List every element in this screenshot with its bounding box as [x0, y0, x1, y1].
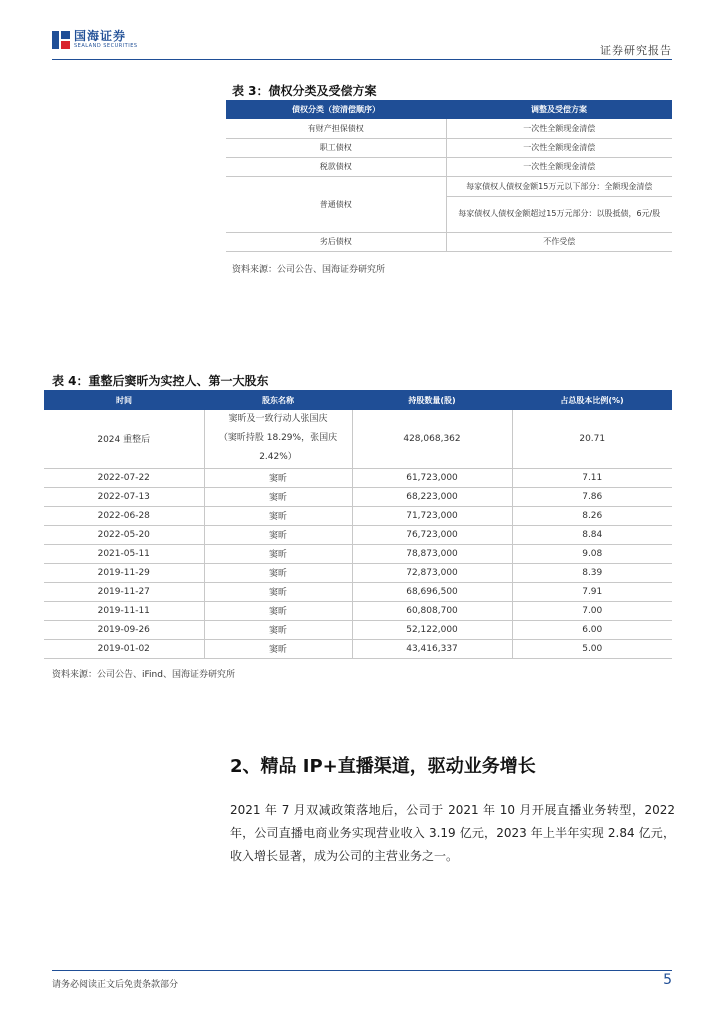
row-time: 2019-09-26: [44, 620, 204, 639]
row-time: 2019-11-27: [44, 582, 204, 601]
page-number: 5: [663, 972, 672, 988]
logo-name-cn: 国海证券: [74, 29, 127, 43]
row-time: 2019-11-29: [44, 563, 204, 582]
repayment-plan: 不作受偿: [446, 232, 672, 251]
row-shares: 68,696,500: [352, 582, 512, 601]
row-shares: 52,122,000: [352, 620, 512, 639]
company-logo: [52, 30, 138, 49]
table-row: [44, 639, 672, 658]
row-shares: 60,808,700: [352, 601, 512, 620]
debt-category: 税款债权: [226, 157, 446, 176]
page-header: [52, 28, 672, 60]
table3-header-category: 债权分类（按清偿顺序）: [226, 100, 446, 119]
row-time: 2024 重整后: [44, 410, 204, 468]
repayment-plan: 一次性全额现金清偿: [446, 119, 672, 138]
table4-header-shares: 持股数量(股): [352, 390, 512, 410]
footer-disclaimer: 请务必阅读正文后免责条款部分: [52, 980, 179, 990]
shareholder-name-line: 2.42%）: [259, 452, 297, 463]
row-time: 2022-07-13: [44, 487, 204, 506]
row-shares: 428,068,362: [352, 410, 512, 468]
repayment-plan: 每家债权人债权金额15万元以下部分：全额现金清偿: [446, 176, 672, 196]
repayment-plan: 一次性全额现金清偿: [446, 157, 672, 176]
table-row: [44, 601, 672, 620]
table3-caption: 表 3：债权分类及受偿方案: [232, 84, 377, 98]
table4-source: 资料来源：公司公告、iFind、国海证券研究所: [52, 670, 235, 680]
footer-divider: [52, 970, 672, 971]
row-shares: 78,873,000: [352, 544, 512, 563]
row-time: 2021-05-11: [44, 544, 204, 563]
table4-header-time: 时间: [44, 390, 204, 410]
table-row: [226, 157, 672, 176]
debt-category: 劣后债权: [226, 232, 446, 251]
row-time: 2022-06-28: [44, 506, 204, 525]
row-pct: 7.00: [512, 601, 672, 620]
row-shareholder-name: 窦昕: [204, 506, 352, 525]
row-time: 2022-07-22: [44, 468, 204, 487]
table-row: [44, 563, 672, 582]
table-row: [44, 468, 672, 487]
row-pct: 7.86: [512, 487, 672, 506]
row-shares: 71,723,000: [352, 506, 512, 525]
table-row: [44, 544, 672, 563]
row-pct: 8.84: [512, 525, 672, 544]
shareholder-name-line: （窦昕持股 18.29%，张国庆: [218, 433, 338, 444]
row-shareholder-name: 窦昕: [204, 620, 352, 639]
shareholder-table: [44, 390, 672, 659]
row-time: 2019-11-11: [44, 601, 204, 620]
row-shareholder-name: 窦昕: [204, 468, 352, 487]
table-row: [44, 487, 672, 506]
row-shareholder-name: [204, 410, 352, 468]
repayment-plan: 一次性全额现金清偿: [446, 138, 672, 157]
table4-header-name: 股东名称: [204, 390, 352, 410]
row-shareholder-name: 窦昕: [204, 544, 352, 563]
repayment-plan: 每家债权人债权金额超过15万元部分：以股抵债，6元/股: [446, 196, 672, 232]
row-pct: 20.71: [512, 410, 672, 468]
table-row: [226, 232, 672, 251]
logo-name-en: SEALAND SECURITIES: [74, 43, 138, 49]
table4-header-pct: 占总股本比例(%): [512, 390, 672, 410]
table-row: [44, 525, 672, 544]
row-pct: 9.08: [512, 544, 672, 563]
row-pct: 5.00: [512, 639, 672, 658]
row-shares: 68,223,000: [352, 487, 512, 506]
section-body: 2021 年 7 月双减政策落地后，公司于 2021 年 10 月开展直播业务转型，2022 年，公司直播电商业务实现营业收入 3.19 亿元，2023 年上半年实现 2.84 亿元，收入增长显著，成为公司的主营业务之一。: [230, 803, 675, 863]
table-row: [44, 506, 672, 525]
debt-category: 职工债权: [226, 138, 446, 157]
row-shareholder-name: 窦昕: [204, 525, 352, 544]
debt-classification-table: [226, 100, 672, 252]
row-shares: 43,416,337: [352, 639, 512, 658]
row-shareholder-name: 窦昕: [204, 563, 352, 582]
table-row: [44, 582, 672, 601]
table3-source: 资料来源：公司公告、国海证券研究所: [232, 265, 386, 275]
table-row: [226, 138, 672, 157]
row-shares: 61,723,000: [352, 468, 512, 487]
report-type-label: 证券研究报告: [600, 44, 672, 57]
row-time: 2022-05-20: [44, 525, 204, 544]
row-shares: 76,723,000: [352, 525, 512, 544]
debt-category: 有财产担保债权: [226, 119, 446, 138]
table-row: [226, 119, 672, 138]
row-pct: 6.00: [512, 620, 672, 639]
debt-category: 普通债权: [226, 176, 446, 232]
row-pct: 7.91: [512, 582, 672, 601]
row-shareholder-name: 窦昕: [204, 601, 352, 620]
table-row: [44, 620, 672, 639]
row-pct: 8.26: [512, 506, 672, 525]
row-time: 2019-01-02: [44, 639, 204, 658]
table-row: [226, 176, 672, 196]
row-pct: 7.11: [512, 468, 672, 487]
logo-icon: [52, 31, 70, 49]
shareholder-name-line: 窦昕及一致行动人张国庆: [228, 414, 328, 425]
row-shares: 72,873,000: [352, 563, 512, 582]
row-shareholder-name: 窦昕: [204, 639, 352, 658]
table4-caption: 表 4：重整后窦昕为实控人、第一大股东: [52, 374, 269, 388]
section-title: 2、精品 IP+直播渠道，驱动业务增长: [230, 756, 536, 777]
table3-header-plan: 调整及受偿方案: [446, 100, 672, 119]
row-shareholder-name: 窦昕: [204, 582, 352, 601]
row-pct: 8.39: [512, 563, 672, 582]
row-shareholder-name: 窦昕: [204, 487, 352, 506]
table-row: [44, 410, 672, 468]
